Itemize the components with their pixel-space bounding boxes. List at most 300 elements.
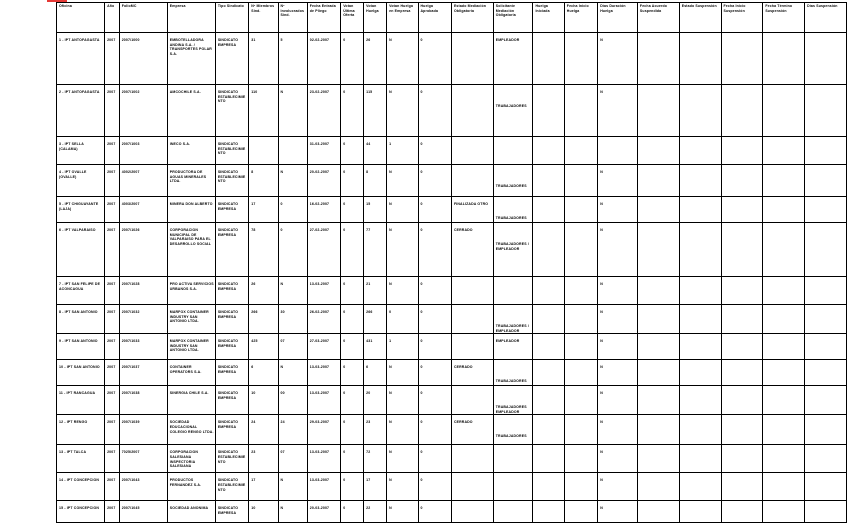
table-cell	[637, 386, 679, 415]
table-cell	[451, 305, 493, 334]
table-cell: 27-02-2007	[307, 223, 340, 277]
table-cell	[679, 415, 721, 445]
table-cell	[533, 360, 564, 386]
table-cell: 2007/1037	[119, 360, 167, 386]
table-cell: 13 - IPT TALCA	[57, 445, 105, 473]
column-header[interactable]: Estado Mediación Obligatoria	[451, 3, 493, 33]
table-cell: 2007	[105, 386, 120, 415]
table-cell	[805, 33, 847, 85]
table-cell: 4003/2007	[119, 197, 167, 223]
table-cell	[805, 386, 847, 415]
table-cell: 0	[278, 223, 307, 277]
table-cell-text: TRABAJADORES	[495, 104, 527, 108]
table-cell	[763, 85, 805, 137]
table-cell-text: CERRADO	[453, 365, 473, 370]
table-cell	[451, 360, 493, 386]
table-cell: 7025/2007	[119, 445, 167, 473]
table-cell: 30	[278, 305, 307, 334]
column-header[interactable]: Solicitante Mediación Obligatoria	[493, 3, 533, 33]
table-cell	[533, 165, 564, 197]
table-cell: N	[278, 277, 307, 305]
table-cell: 0	[418, 197, 451, 223]
table-cell: 266	[249, 305, 278, 334]
table-cell: 431	[364, 334, 387, 360]
table-cell	[564, 137, 597, 165]
table-cell: 2007	[105, 360, 120, 386]
table-cell: 13-03-2007	[307, 473, 340, 501]
table-cell: 0	[341, 137, 364, 165]
table-cell-text: EMPLEADOR	[495, 339, 520, 344]
table-cell: AMCOCHILE S.A.	[167, 85, 215, 137]
table-cell: 2007/1038	[119, 386, 167, 415]
table-cell: 0	[418, 360, 451, 386]
table-cell	[493, 415, 533, 445]
table-cell: 0	[341, 415, 364, 445]
table-cell	[451, 501, 493, 523]
table-cell: 0	[341, 305, 364, 334]
table-cell-text: TRABAJADORES	[495, 216, 527, 220]
table-cell	[637, 223, 679, 277]
column-header[interactable]: Votan Huelga	[364, 3, 387, 33]
table-cell-text: TRABAJADORES	[495, 379, 527, 384]
table-cell: 2007	[105, 305, 120, 334]
table-cell	[637, 501, 679, 523]
table-cell	[763, 386, 805, 415]
column-header[interactable]: Oficina	[57, 3, 105, 33]
table-cell-text: TRABAJADORES / EMPLEADOR	[495, 242, 529, 251]
table-cell	[533, 415, 564, 445]
table-cell: 0	[341, 501, 364, 523]
table-cell: 2007/1000	[119, 33, 167, 85]
table-cell	[763, 305, 805, 334]
table-cell	[493, 137, 533, 165]
table-cell	[805, 137, 847, 165]
table-cell: SINDICATO ESTABLECIMIENTO	[215, 85, 248, 137]
table-cell: 07	[278, 445, 307, 473]
table-cell	[451, 223, 493, 277]
column-header[interactable]: Fecha Entrada de Pliego	[307, 3, 340, 33]
table-cell	[763, 360, 805, 386]
table-cell: 0	[418, 473, 451, 501]
table-cell	[805, 197, 847, 223]
table-cell-text: TRABAJADORES EMPLEADOR	[495, 405, 527, 414]
table-cell: 21	[364, 277, 387, 305]
table-cell: N	[598, 165, 638, 197]
table-cell	[721, 197, 763, 223]
table-cell: N	[598, 305, 638, 334]
column-header[interactable]: Año	[105, 3, 120, 33]
table-cell: 15 - IPT CONCEPCION	[57, 501, 105, 523]
table-cell: 2007	[105, 33, 120, 85]
table-cell	[679, 277, 721, 305]
table-cell	[598, 137, 638, 165]
table-cell: SINDICATO ESTABLECIMIENTO	[215, 137, 248, 165]
table-cell: 266	[364, 305, 387, 334]
table-cell: 3 - IPT SELLA (CALAMA)	[57, 137, 105, 165]
table-cell: 16-02-2007	[307, 197, 340, 223]
table-cell: 00	[278, 386, 307, 415]
table-cell	[679, 137, 721, 165]
table-cell	[533, 501, 564, 523]
table-cell: N	[387, 386, 418, 415]
table-cell: 2007	[105, 165, 120, 197]
table-cell	[533, 33, 564, 85]
table-cell: N	[598, 85, 638, 137]
column-header[interactable]: Huelga Aprobada	[418, 3, 451, 33]
table-cell: PRODUCTOS FERNANDEZ S.A.	[167, 473, 215, 501]
table-cell-text: EMPLEADOR	[495, 38, 520, 42]
table-cell	[805, 165, 847, 197]
table-cell: 31	[249, 33, 278, 85]
table-row	[57, 165, 847, 197]
table-cell	[564, 305, 597, 334]
column-header[interactable]: Votan Última Oferta	[341, 3, 364, 33]
table-cell: 31-03-2007	[307, 137, 340, 165]
column-header[interactable]: Fecha Inicio Huelga	[564, 3, 597, 33]
table-cell	[805, 85, 847, 137]
column-header[interactable]: Nº Miembros Sind.	[249, 3, 278, 33]
table-cell: 13-03-2007	[307, 386, 340, 415]
table-cell: PRODUCTORA DE AGUAS MINERALES LTDA.	[167, 165, 215, 197]
table-cell: 0	[418, 334, 451, 360]
table-cell: 29-03-2007	[307, 415, 340, 445]
table-cell: N	[598, 197, 638, 223]
table-cell: SOCIEDAD EDUCACIONAL COLEGIO RENGO LTDA.	[167, 415, 215, 445]
table-cell: 0	[341, 85, 364, 137]
table-cell: 0	[341, 33, 364, 85]
table-cell: N	[387, 501, 418, 523]
table-cell	[451, 473, 493, 501]
table-cell: N	[278, 165, 307, 197]
column-header[interactable]: Días Duración Huelga	[598, 3, 638, 33]
table-cell	[493, 360, 533, 386]
table-cell	[763, 415, 805, 445]
table-cell	[679, 473, 721, 501]
table-cell	[637, 33, 679, 85]
table-cell-text: CERRADO	[453, 420, 473, 425]
table-cell	[451, 386, 493, 415]
table-cell: 0	[341, 386, 364, 415]
table-cell: 2007	[105, 223, 120, 277]
table-cell: SINDICATO EMPRESA	[215, 223, 248, 277]
table-cell	[493, 445, 533, 473]
table-cell	[763, 445, 805, 473]
table-cell	[763, 197, 805, 223]
table-cell	[721, 445, 763, 473]
table-cell: 2007	[105, 137, 120, 165]
column-header[interactable]: Fecha Inicio Suspensión	[721, 3, 763, 33]
column-header[interactable]: Votan Huelga en Empresa	[387, 3, 418, 33]
column-header[interactable]: Fecha Acuerdo Suspendida	[637, 3, 679, 33]
table-cell: N	[387, 360, 418, 386]
table-cell	[805, 305, 847, 334]
table-cell	[805, 473, 847, 501]
table-cell: 23-02-2007	[307, 85, 340, 137]
table-cell	[451, 137, 493, 165]
table-cell: 0	[278, 197, 307, 223]
table-cell: 1	[387, 137, 418, 165]
table-cell	[679, 85, 721, 137]
table-row	[57, 334, 847, 360]
table-cell: 0	[418, 415, 451, 445]
table-cell: 5	[278, 33, 307, 85]
table-cell: 6 - IPT VALPARAISO	[57, 223, 105, 277]
table-cell	[451, 85, 493, 137]
table-cell: 10	[249, 501, 278, 523]
table-cell: 24	[249, 415, 278, 445]
table-row	[57, 137, 847, 165]
table-cell	[564, 334, 597, 360]
column-header[interactable]: Huelga Iniciada	[533, 3, 564, 33]
table-cell: 20	[364, 386, 387, 415]
table-cell: 0	[418, 33, 451, 85]
table-cell: 2007/1033	[119, 334, 167, 360]
table-cell: 9 - IPT SAN ANTONIO	[57, 334, 105, 360]
table-cell: N	[598, 501, 638, 523]
table-cell	[637, 85, 679, 137]
table-cell: 2007/1039	[119, 415, 167, 445]
table-cell: 72	[364, 445, 387, 473]
table-cell	[564, 277, 597, 305]
table-cell: 1	[387, 334, 418, 360]
table-cell: SINDICATO ESTABLECIMIENTO	[215, 473, 248, 501]
table-cell: N	[278, 473, 307, 501]
table-cell	[493, 305, 533, 334]
table-cell	[805, 501, 847, 523]
table-cell	[679, 334, 721, 360]
table-cell	[533, 334, 564, 360]
table-cell: 2007/1002	[119, 85, 167, 137]
table-cell	[533, 473, 564, 501]
table-cell: 0	[418, 223, 451, 277]
table-cell	[533, 277, 564, 305]
table-row	[57, 473, 847, 501]
table-cell: N	[387, 197, 418, 223]
table-cell: 0	[341, 473, 364, 501]
table-cell: 2007	[105, 197, 120, 223]
table-cell: 22	[364, 501, 387, 523]
table-cell	[679, 223, 721, 277]
table-cell	[637, 415, 679, 445]
table-cell: 0	[418, 277, 451, 305]
table-cell	[564, 473, 597, 501]
table-cell: N	[278, 85, 307, 137]
table-cell	[564, 445, 597, 473]
table-cell: 2007/1028	[119, 277, 167, 305]
table-cell: 0	[418, 137, 451, 165]
table-cell: 5 - IPT CHIGUAYANTE (LAJA)	[57, 197, 105, 223]
table-cell: 26-02-2007	[307, 305, 340, 334]
table-cell: 2007	[105, 85, 120, 137]
data-table	[56, 2, 847, 523]
table-cell: 10 - IPT SAN ANTONIO	[57, 360, 105, 386]
table-cell	[249, 137, 278, 165]
table-cell: 13-03-2007	[307, 445, 340, 473]
table-cell: 0	[418, 305, 451, 334]
table-cell: 0	[418, 85, 451, 137]
table-row	[57, 277, 847, 305]
column-header[interactable]: Fecha Término Suspensión	[763, 3, 805, 33]
table-cell	[721, 277, 763, 305]
table-cell	[493, 197, 533, 223]
table-cell	[679, 305, 721, 334]
table-cell: 14 - IPT CONCEPCION	[57, 473, 105, 501]
table-cell: N	[598, 415, 638, 445]
table-cell: 2007/1026	[119, 223, 167, 277]
table-cell: 12 - IPT RENGO	[57, 415, 105, 445]
table-row	[57, 197, 847, 223]
table-cell: 2007/1032	[119, 305, 167, 334]
table-cell	[763, 33, 805, 85]
table-cell	[451, 415, 493, 445]
table-cell: 0	[418, 165, 451, 197]
table-cell: 17	[364, 473, 387, 501]
table-cell	[493, 33, 533, 85]
table-cell: MARFOX CONTAINER INDUSTRY SAN ANTONIO LTDA.	[167, 334, 215, 360]
table-cell	[451, 334, 493, 360]
table-cell: N	[598, 445, 638, 473]
table-cell: SINDICATO ESTABLECIMIENTO	[215, 445, 248, 473]
table-cell: 13-03-2007	[307, 277, 340, 305]
table-cell	[451, 165, 493, 197]
table-cell	[533, 197, 564, 223]
table-cell: 4 - IPT OVALLE (OVALLE)	[57, 165, 105, 197]
table-cell: 17	[249, 473, 278, 501]
table-cell	[493, 386, 533, 415]
table-cell	[637, 334, 679, 360]
column-header[interactable]: Nº Involucrados Sind.	[278, 3, 307, 33]
table-cell	[763, 223, 805, 277]
table-cell	[564, 165, 597, 197]
table-cell	[533, 305, 564, 334]
table-cell	[721, 386, 763, 415]
table-cell: 0	[418, 386, 451, 415]
table-row	[57, 85, 847, 137]
table-cell	[564, 223, 597, 277]
table-cell: N	[387, 445, 418, 473]
table-cell	[763, 473, 805, 501]
table-cell: 2007	[105, 445, 120, 473]
table-cell	[451, 33, 493, 85]
table-cell	[763, 137, 805, 165]
table-cell	[721, 165, 763, 197]
table-cell: 0	[341, 165, 364, 197]
table-cell	[805, 445, 847, 473]
table-cell: 6	[249, 360, 278, 386]
table-cell: 23	[249, 445, 278, 473]
table-cell: 0	[341, 445, 364, 473]
table-cell	[493, 223, 533, 277]
table-cell	[637, 277, 679, 305]
table-cell: SINDICATO EMPRESA	[215, 197, 248, 223]
table-cell	[679, 386, 721, 415]
table-cell	[564, 197, 597, 223]
table-cell: N	[278, 501, 307, 523]
table-cell: 26	[364, 33, 387, 85]
table-cell	[721, 85, 763, 137]
table-cell	[679, 501, 721, 523]
table-cell: CORPORACION SALESIANA INSPECTORIA SALESIANA	[167, 445, 215, 473]
table-cell: 0	[341, 277, 364, 305]
table-cell: 2007/1045	[119, 501, 167, 523]
table-cell	[451, 277, 493, 305]
table-cell: MINERA DON ALBERTO	[167, 197, 215, 223]
table-cell: 24	[278, 415, 307, 445]
table-cell: SINDICATO EMPRESA	[215, 360, 248, 386]
table-cell	[451, 445, 493, 473]
table-cell: N	[387, 415, 418, 445]
table-cell	[564, 415, 597, 445]
column-header[interactable]: Tipo Sindicato	[215, 3, 248, 33]
table-cell: 23	[364, 415, 387, 445]
table-cell: 1 - IPT ANTOFAGASTA	[57, 33, 105, 85]
table-cell	[805, 334, 847, 360]
table-cell: CONTAINER OPERATORS S.A.	[167, 360, 215, 386]
column-header[interactable]: FolioMC	[119, 3, 167, 33]
table-cell: N	[387, 33, 418, 85]
table-cell: N	[598, 473, 638, 501]
table-cell	[679, 445, 721, 473]
table-row	[57, 360, 847, 386]
table-cell	[278, 137, 307, 165]
table-cell	[763, 165, 805, 197]
table-cell: SINDICATO ESTABLECIMIENTO	[215, 165, 248, 197]
table-cell: N	[387, 165, 418, 197]
table-cell-text: TRABAJADORES	[495, 434, 527, 439]
table-cell: 0	[387, 305, 418, 334]
table-cell	[533, 223, 564, 277]
table-cell	[805, 223, 847, 277]
table-cell: 2007	[105, 415, 120, 445]
table-cell-text: FINALIZADA OTRO	[453, 202, 489, 206]
table-body	[57, 33, 847, 523]
table-cell	[637, 197, 679, 223]
table-cell: 20-03-2007	[307, 501, 340, 523]
table-cell: 2007	[105, 334, 120, 360]
column-header[interactable]: Empresa	[167, 3, 215, 33]
column-header[interactable]: Días Suspensión	[805, 3, 847, 33]
table-cell	[493, 85, 533, 137]
table-cell	[763, 334, 805, 360]
table-cell-text: TRABAJADORES	[495, 184, 527, 188]
table-cell	[637, 165, 679, 197]
table-cell: SINDICATO EMPRESA	[215, 501, 248, 523]
table-cell: 8	[249, 165, 278, 197]
table-cell: 2 - IPT ANTOFAGASTA	[57, 85, 105, 137]
table-cell: PRO ACTIVA SERVICIOS URBANOS S.A.	[167, 277, 215, 305]
table-cell: 17	[249, 197, 278, 223]
column-header[interactable]: Estado Suspensión	[679, 3, 721, 33]
table-cell: N	[598, 223, 638, 277]
table-cell: 15	[364, 197, 387, 223]
table-cell	[805, 277, 847, 305]
table-cell: 10	[249, 386, 278, 415]
table-cell: 115	[364, 85, 387, 137]
table-cell	[721, 415, 763, 445]
table-cell: N	[598, 386, 638, 415]
table-row	[57, 223, 847, 277]
table-cell: N	[598, 33, 638, 85]
table-cell	[493, 501, 533, 523]
table-cell: 2007	[105, 277, 120, 305]
table-cell: INECO S.A.	[167, 137, 215, 165]
table-cell	[564, 386, 597, 415]
table-row	[57, 305, 847, 334]
table-cell: 26	[249, 277, 278, 305]
table-cell: SINDICATO EMPRESA	[215, 33, 248, 85]
table-cell: SINERGIA CHILE S.A.	[167, 386, 215, 415]
table-cell: 6	[364, 360, 387, 386]
